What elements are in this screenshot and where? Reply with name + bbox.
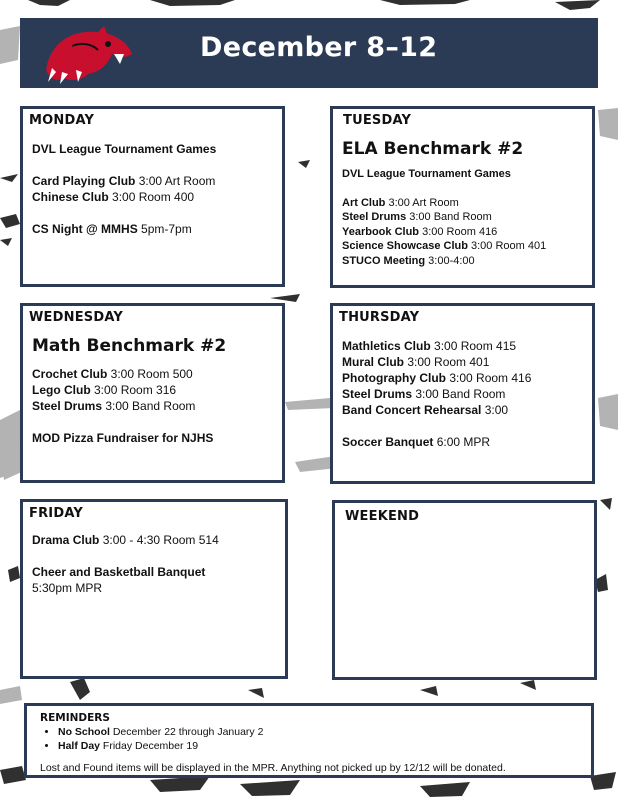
reminders-list <box>40 725 263 753</box>
list-item: DVL League Tournament Games <box>342 168 511 180</box>
day-label-tuesday: TUESDAY <box>343 113 412 128</box>
list-item: Steel Drums 3:00 Band Room <box>32 399 196 413</box>
list-item: Photography Club 3:00 Room 416 <box>342 371 532 385</box>
benchmark-headline: Math Benchmark #2 <box>32 336 227 356</box>
friday-box <box>20 499 288 679</box>
list-item: DVL League Tournament Games <box>32 142 217 156</box>
weekend-box <box>332 500 597 680</box>
list-item: Mathletics Club 3:00 Room 415 <box>342 339 517 353</box>
day-label-friday: FRIDAY <box>29 506 83 521</box>
benchmark-headline: ELA Benchmark #2 <box>342 139 524 159</box>
friday-content <box>32 532 219 596</box>
list-item: • Half Day Friday December 19 <box>58 739 263 753</box>
list-item: Chinese Club 3:00 Room 400 <box>32 190 195 204</box>
list-item: Lego Club 3:00 Room 316 <box>32 383 177 397</box>
list-item: Mural Club 3:00 Room 401 <box>342 355 490 369</box>
list-item: Yearbook Club 3:00 Room 416 <box>342 225 498 238</box>
wednesday-box <box>20 303 285 483</box>
list-item: MOD Pizza Fundraiser for NJHS <box>32 431 214 445</box>
list-item: 5:30pm MPR <box>32 581 103 595</box>
thursday-box <box>330 303 595 484</box>
list-item: CS Night @ MMHS 5pm-7pm <box>32 222 192 236</box>
monday-box <box>20 106 285 287</box>
reminders-box <box>24 703 594 778</box>
list-item: Drama Club 3:00 - 4:30 Room 514 <box>32 533 219 547</box>
list-item: Crochet Club 3:00 Room 500 <box>32 367 193 381</box>
list-item: STUCO Meeting 3:00-4:00 <box>342 254 475 267</box>
day-label-monday: MONDAY <box>29 113 95 128</box>
day-label-weekend: WEEKEND <box>345 509 420 524</box>
lost-and-found-note: Lost and Found items will be displayed in the MPR. Anything not picked up by 12/12 will be donated. <box>40 762 506 774</box>
list-item: • No School December 22 through January 2 <box>58 725 263 739</box>
list-item: Card Playing Club 3:00 Art Room <box>32 174 216 188</box>
tuesday-box <box>330 106 595 288</box>
reminders-title: REMINDERS <box>40 712 110 724</box>
panther-mascot-icon <box>42 24 134 84</box>
monday-content <box>32 141 216 237</box>
page-title: December 8–12 <box>200 32 438 63</box>
list-item: Science Showcase Club 3:00 Room 401 <box>342 240 547 252</box>
thursday-content <box>342 338 531 450</box>
day-label-thursday: THURSDAY <box>339 310 420 325</box>
list-item: Soccer Banquet 6:00 MPR <box>342 435 491 449</box>
list-item: Art Club 3:00 Art Room <box>342 196 459 209</box>
header-banner <box>20 18 598 88</box>
day-label-wednesday: WEDNESDAY <box>29 310 123 325</box>
list-item: Steel Drums 3:00 Band Room <box>342 387 506 401</box>
wednesday-content <box>32 338 226 446</box>
list-item: Steel Drums 3:00 Band Room <box>342 211 492 223</box>
list-item: Cheer and Basketball Banquet <box>32 565 206 579</box>
list-item: Band Concert Rehearsal 3:00 <box>342 403 509 417</box>
tuesday-content <box>342 141 546 268</box>
